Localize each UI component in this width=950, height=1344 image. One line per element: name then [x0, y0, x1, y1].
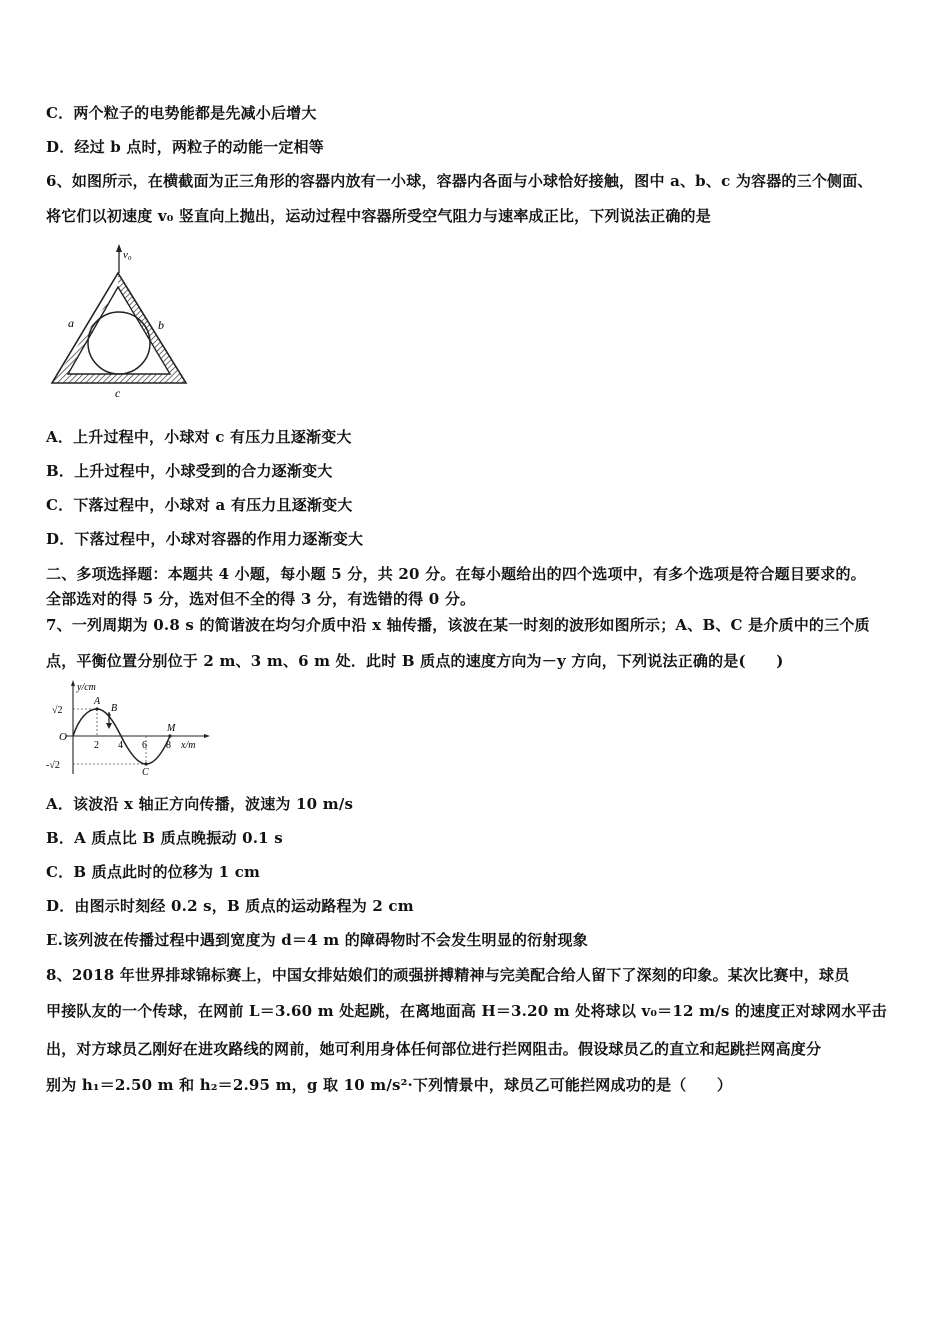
side-c-label: c [115, 386, 121, 400]
v0-label: v₀ [123, 249, 132, 261]
q5-option-d: D．经过 b 点时，两粒子的动能一定相等 [46, 138, 324, 156]
q8-stem-line3: 出，对方球员乙刚好在进攻路线的网前，她可利用身体任何部位进行拦网阻击。假设球员乙的直立和起跳拦网高度分 [46, 1040, 822, 1058]
q8-stem-line4: 别为 h₁＝2.50 m 和 h₂＝2.95 m，g 取 10 m/s²·下列情景中，球员乙可能拦网成功的是（ ） [46, 1076, 733, 1094]
q6-option-c: C．下落过程中，小球对 a 有压力且逐渐变大 [46, 496, 353, 514]
q6-option-a: A．上升过程中，小球对 c 有压力且逐渐变大 [46, 428, 352, 446]
x-axis-label: x/m [181, 740, 196, 751]
side-a-label: a [68, 316, 74, 330]
x-tick-4: 4 [118, 740, 123, 751]
q8-stem-line1: 8、2018 年世界排球锦标赛上，中国女排姑娘们的顽强拼搏精神与完美配合给人留下了深刻的印象。某次比赛中，球员 [46, 966, 850, 984]
b-velocity-arrowhead [106, 723, 112, 729]
q7-option-b: B．A 质点比 B 质点晚振动 0.1 s [46, 829, 283, 847]
x-axis-arrow [204, 734, 210, 738]
x-tick-2: 2 [94, 740, 99, 751]
section-2-heading-line1: 二、多项选择题：本题共 4 小题，每小题 5 分，共 20 分。在每小题给出的四个选项中，有多个选项是符合题目要求的。 [46, 565, 866, 583]
q6-stem-line1: 6、如图所示，在横截面为正三角形的容器内放有一小球，容器内各面与小球恰好接触，图中 a、b、c 为容器的三个侧面、 [46, 172, 873, 190]
point-c [144, 762, 147, 765]
point-m-label: M [167, 723, 176, 734]
y-pos-tick-label: √2 [52, 705, 63, 716]
point-m [168, 734, 171, 737]
q7-option-e: E.该列波在传播过程中遇到宽度为 d＝4 m 的障碍物时不会发生明显的衍射现象 [46, 931, 588, 949]
q5-option-c: C．两个粒子的电势能都是先减小后增大 [46, 104, 317, 122]
q6-stem-line2: 将它们以初速度 v₀ 竖直向上抛出，运动过程中容器所受空气阻力与速率成正比，下列说法正确的是 [46, 207, 711, 225]
q6-option-d: D．下落过程中，小球对容器的作用力逐渐变大 [46, 530, 364, 548]
y-neg-tick-label: -√2 [46, 760, 60, 771]
q7-option-d: D．由图示时刻经 0.2 s，B 质点的运动路程为 2 cm [46, 897, 414, 915]
side-b-label: b [158, 318, 164, 332]
point-a [95, 707, 98, 710]
x-tick-6: 6 [142, 740, 147, 751]
v0-arrow-head [116, 244, 122, 252]
x-tick-8: 8 [166, 740, 171, 751]
point-c-label: C [142, 767, 149, 778]
origin-label: O [59, 731, 67, 743]
q6-option-b: B．上升过程中，小球受到的合力逐渐变大 [46, 462, 333, 480]
q7-stem-line2: 点，平衡位置分别位于 2 m、3 m、6 m 处．此时 B 质点的速度方向为－y 方向，下列说法正确的是( ) [46, 652, 784, 670]
triangle-container-figure [44, 243, 194, 403]
point-b-label: B [111, 703, 118, 714]
q7-stem-line1: 7、一列周期为 0.8 s 的简谐波在均匀介质中沿 x 轴传播，该波在某一时刻的波形如图所示；A、B、C 是介质中的三个质 [46, 616, 870, 634]
wave-figure [44, 678, 214, 778]
y-axis-arrow [71, 680, 75, 686]
q7-option-c: C．B 质点此时的位移为 1 cm [46, 863, 261, 881]
y-axis-label: y/cm [77, 682, 96, 693]
q7-option-a: A．该波沿 x 轴正方向传播，波速为 10 m/s [46, 795, 354, 813]
q8-stem-line2: 甲接队友的一个传球，在网前 L＝3.60 m 处起跳，在离地面高 H＝3.20 m 处将球以 v₀＝12 m/s 的速度正对球网水平击 [46, 1002, 887, 1020]
section-2-heading-line2: 全部选对的得 5 分，选对但不全的得 3 分，有选错的得 0 分。 [46, 590, 476, 608]
point-a-label: A [94, 696, 101, 707]
